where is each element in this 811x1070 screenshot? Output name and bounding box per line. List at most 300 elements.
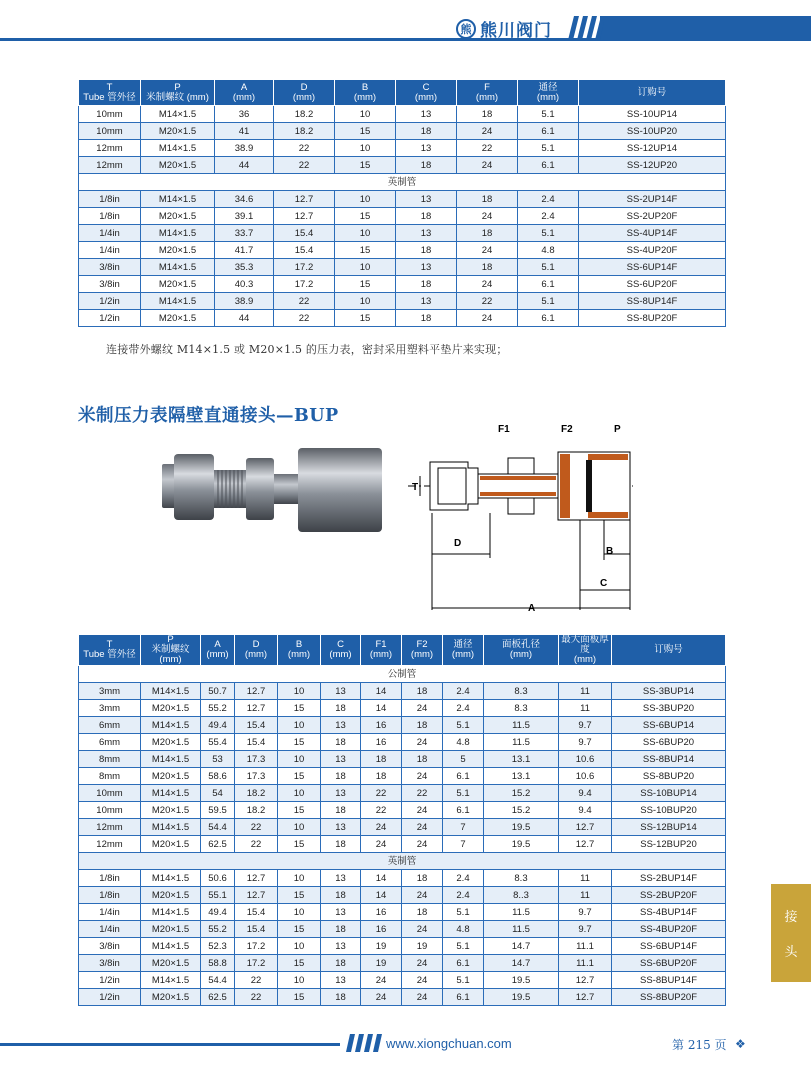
table-cell: 3/8in	[79, 259, 141, 276]
table-row	[79, 259, 726, 276]
table-cell: SS-8UP14F	[579, 293, 726, 310]
table-cell: 1/2in	[79, 293, 141, 310]
table-cell: 12.7	[559, 989, 612, 1006]
table-row	[79, 157, 726, 174]
table-cell: 24	[402, 921, 443, 938]
footer-rule	[0, 1043, 340, 1046]
table-cell: 10mm	[79, 106, 141, 123]
table-cell: M14×1.5	[141, 683, 201, 700]
table-cell: 18	[321, 955, 361, 972]
table-cell: M14×1.5	[141, 870, 201, 887]
table-cell: 10	[278, 870, 321, 887]
table-cell: 13	[396, 191, 457, 208]
table-cell: 10.6	[559, 751, 612, 768]
table-cell: M14×1.5	[141, 293, 215, 310]
table-cell: 5.1	[443, 785, 484, 802]
table-cell: 15.4	[235, 904, 278, 921]
table-cell: 22	[235, 836, 278, 853]
table-cell: 18	[396, 242, 457, 259]
table-cell: SS-10BUP20	[612, 802, 726, 819]
table-cell: 15	[278, 955, 321, 972]
table-cell: 19.5	[484, 836, 559, 853]
table-cell: 13	[396, 293, 457, 310]
table-cell: 13	[321, 972, 361, 989]
table-cell: 24	[402, 989, 443, 1006]
label-f1: F1	[498, 424, 510, 435]
table-cell: 22	[457, 293, 518, 310]
table-cell: SS-10BUP14	[612, 785, 726, 802]
table-cell: 18.2	[274, 123, 335, 140]
table-cell: 54.4	[201, 972, 235, 989]
table-cell: 13	[396, 259, 457, 276]
table-cell: 15.4	[274, 225, 335, 242]
table-row	[79, 819, 726, 836]
table-cell: 9.4	[559, 802, 612, 819]
table-cell: 50.6	[201, 870, 235, 887]
table-cell: 10mm	[79, 785, 141, 802]
table-cell: 10	[278, 683, 321, 700]
table-cell: SS-6BUP20F	[612, 955, 726, 972]
table-cell: 18	[321, 700, 361, 717]
table-cell: SS-3BUP20	[612, 700, 726, 717]
table-cell: 18.2	[235, 785, 278, 802]
table-cell: 44	[215, 310, 274, 327]
table-cell: 10	[278, 972, 321, 989]
table-cell: SS-2UP20F	[579, 208, 726, 225]
table-cell: 4.8	[443, 921, 484, 938]
table-cell: 52.3	[201, 938, 235, 955]
table-row	[79, 293, 726, 310]
table-row	[79, 242, 726, 259]
table-cell: 14	[361, 700, 402, 717]
table-cell: 6.1	[518, 157, 579, 174]
table-cell: 5.1	[443, 904, 484, 921]
column-header: A (mm)	[201, 635, 235, 666]
table-cell: 15.2	[484, 785, 559, 802]
table-cell: 59.5	[201, 802, 235, 819]
table-cell: 8mm	[79, 768, 141, 785]
table-cell: 8.3	[484, 870, 559, 887]
table-cell: 54.4	[201, 819, 235, 836]
table-cell: 5	[443, 751, 484, 768]
column-header: 通径 (mm)	[518, 80, 579, 106]
table-row	[79, 904, 726, 921]
table-cell: 17.3	[235, 768, 278, 785]
table-cell: 2.4	[443, 683, 484, 700]
table-cell: M14×1.5	[141, 259, 215, 276]
table-cell: M14×1.5	[141, 972, 201, 989]
table-cell: 12.7	[235, 870, 278, 887]
table-cell: 1/2in	[79, 972, 141, 989]
table-cell: 22	[361, 802, 402, 819]
table-cell: 19	[361, 955, 402, 972]
table-cell: SS-6UP20F	[579, 276, 726, 293]
table-cell: 5.1	[518, 106, 579, 123]
table-cell: M20×1.5	[141, 157, 215, 174]
table-cell: 5.1	[518, 140, 579, 157]
table-cell: 6.1	[443, 955, 484, 972]
table-cell: M14×1.5	[141, 225, 215, 242]
table-row	[79, 836, 726, 853]
table-cell: M14×1.5	[141, 938, 201, 955]
table-cell: SS-12UP14	[579, 140, 726, 157]
label-p: P	[614, 424, 621, 435]
category-side-tab[interactable]	[771, 884, 811, 982]
table-cell: 12.7	[235, 700, 278, 717]
usage-note: 连接带外螺纹 M14×1.5 或 M20×1.5 的压力表，密封采用塑料平垫片来实现；	[106, 343, 508, 356]
table-cell: 9.7	[559, 921, 612, 938]
table-cell: 8..3	[484, 887, 559, 904]
table-cell: 16	[361, 717, 402, 734]
table-cell: 13	[321, 751, 361, 768]
table-cell: 8.3	[484, 683, 559, 700]
table-cell: 62.5	[201, 836, 235, 853]
table-cell: 8.3	[484, 700, 559, 717]
table-cell: 5.1	[443, 938, 484, 955]
table-row	[79, 921, 726, 938]
table-cell: SS-10UP20	[579, 123, 726, 140]
section-row	[79, 853, 726, 870]
table-cell: 18	[402, 904, 443, 921]
column-header: C (mm)	[396, 80, 457, 106]
table-cell: 14	[361, 683, 402, 700]
table-cell: SS-8BUP20F	[612, 989, 726, 1006]
table-cell: 22	[274, 293, 335, 310]
table-cell: 12mm	[79, 819, 141, 836]
column-header: B (mm)	[335, 80, 396, 106]
table-cell: 18	[321, 802, 361, 819]
table-cell: SS-4BUP20F	[612, 921, 726, 938]
table-cell: SS-8UP20F	[579, 310, 726, 327]
fitting-photo	[160, 440, 385, 540]
table-cell: 9.4	[559, 785, 612, 802]
table-cell: 12mm	[79, 836, 141, 853]
table-cell: 22	[274, 140, 335, 157]
table-row	[79, 751, 726, 768]
table-cell: 15	[278, 989, 321, 1006]
dimension-drawing	[408, 418, 638, 618]
table-cell: 16	[361, 921, 402, 938]
table-cell: 6.1	[518, 123, 579, 140]
column-header: P 米制螺纹 (mm)	[141, 80, 215, 106]
table-cell: 39.1	[215, 208, 274, 225]
up-spec-table	[78, 79, 726, 327]
table-cell: 55.1	[201, 887, 235, 904]
table-cell: 16	[361, 734, 402, 751]
table-cell: 13	[396, 106, 457, 123]
table-cell: 6.1	[443, 802, 484, 819]
table-cell: 2.4	[518, 208, 579, 225]
table-cell: 50.7	[201, 683, 235, 700]
table-row	[79, 802, 726, 819]
column-header: T Tube 管外径	[79, 80, 141, 106]
table-cell: 18	[457, 225, 518, 242]
table-cell: 24	[361, 989, 402, 1006]
table-cell: 18	[402, 683, 443, 700]
table-row	[79, 870, 726, 887]
table-row	[79, 123, 726, 140]
table-cell: 10mm	[79, 802, 141, 819]
table-cell: 44	[215, 157, 274, 174]
table-cell: 4.8	[518, 242, 579, 259]
table-cell: 6.1	[443, 989, 484, 1006]
table-cell: 12.7	[274, 191, 335, 208]
label-d: D	[454, 538, 462, 549]
table-row	[79, 225, 726, 242]
table-cell: 22	[457, 140, 518, 157]
table-cell: 5.1	[518, 259, 579, 276]
table-row	[79, 972, 726, 989]
table-cell: 3mm	[79, 700, 141, 717]
section-label: 公制管	[79, 666, 726, 683]
section-label: 英制管	[79, 853, 726, 870]
table-cell: 41.7	[215, 242, 274, 259]
column-header: 面板孔径 (mm)	[484, 635, 559, 666]
table-cell: 15	[278, 921, 321, 938]
table-cell: 14.7	[484, 955, 559, 972]
table-row	[79, 140, 726, 157]
label-b: B	[606, 546, 614, 557]
table-row	[79, 106, 726, 123]
table-cell: 10	[278, 717, 321, 734]
table-cell: 24	[457, 242, 518, 259]
table-cell: 3/8in	[79, 955, 141, 972]
table-cell: M20×1.5	[141, 989, 201, 1006]
table-cell: 1/4in	[79, 225, 141, 242]
table-row	[79, 887, 726, 904]
table-cell: 24	[361, 836, 402, 853]
table-cell: 15	[278, 802, 321, 819]
table-cell: 6mm	[79, 734, 141, 751]
table-cell: 11.1	[559, 955, 612, 972]
table-cell: 15.2	[484, 802, 559, 819]
table-cell: M20×1.5	[141, 123, 215, 140]
table-cell: 12mm	[79, 140, 141, 157]
table-cell: M20×1.5	[141, 802, 201, 819]
table-cell: SS-2BUP20F	[612, 887, 726, 904]
table-cell: 22	[235, 989, 278, 1006]
table-cell: 10.6	[559, 768, 612, 785]
table-cell: SS-12UP20	[579, 157, 726, 174]
table-cell: 24	[402, 734, 443, 751]
table-cell: 18	[361, 751, 402, 768]
column-header: 订购号	[612, 635, 726, 666]
table-cell: 10	[278, 938, 321, 955]
table-cell: SS-12BUP20	[612, 836, 726, 853]
table-cell: 24	[457, 123, 518, 140]
table-cell: 1/4in	[79, 921, 141, 938]
table-cell: 15.4	[235, 921, 278, 938]
column-header: F2 (mm)	[402, 635, 443, 666]
table-cell: 24	[402, 819, 443, 836]
table-cell: 49.4	[201, 904, 235, 921]
table-cell: 24	[402, 836, 443, 853]
table-cell: 55.2	[201, 700, 235, 717]
table-cell: 19.5	[484, 819, 559, 836]
table-cell: M20×1.5	[141, 310, 215, 327]
table-cell: 38.9	[215, 140, 274, 157]
section-row	[79, 666, 726, 683]
table-cell: SS-3BUP14	[612, 683, 726, 700]
table-cell: 1/2in	[79, 310, 141, 327]
table-cell: 12mm	[79, 157, 141, 174]
table-cell: M14×1.5	[141, 717, 201, 734]
table-cell: 10	[335, 293, 396, 310]
table-cell: 15.4	[235, 734, 278, 751]
table-cell: 24	[402, 700, 443, 717]
table-cell: M20×1.5	[141, 836, 201, 853]
table-cell: 1/8in	[79, 887, 141, 904]
table-row	[79, 683, 726, 700]
table-cell: 1/8in	[79, 191, 141, 208]
table-cell: 15	[335, 208, 396, 225]
column-header: D (mm)	[235, 635, 278, 666]
table-cell: 18	[402, 870, 443, 887]
header-stripes-icon	[568, 16, 604, 40]
table-cell: SS-8BUP14F	[612, 972, 726, 989]
table-cell: 34.6	[215, 191, 274, 208]
table-cell: SS-6UP14F	[579, 259, 726, 276]
column-header: T Tube 管外径	[79, 635, 141, 666]
table-cell: 14	[361, 870, 402, 887]
table-cell: 7	[443, 836, 484, 853]
table-cell: SS-12BUP14	[612, 819, 726, 836]
table-cell: 9.7	[559, 717, 612, 734]
table-cell: 11.1	[559, 938, 612, 955]
table-cell: M14×1.5	[141, 904, 201, 921]
table-cell: 12.7	[559, 836, 612, 853]
table-cell: 15	[278, 836, 321, 853]
table-cell: 18	[361, 768, 402, 785]
table-cell: 24	[402, 955, 443, 972]
table-cell: 24	[457, 208, 518, 225]
table-cell: 5.1	[518, 225, 579, 242]
column-header: B (mm)	[278, 635, 321, 666]
paw-icon: ❖	[735, 1037, 746, 1051]
table-cell: 18.2	[274, 106, 335, 123]
table-cell: 7	[443, 819, 484, 836]
table-cell: 12.7	[235, 683, 278, 700]
table-row	[79, 955, 726, 972]
bear-logo-icon: 熊	[456, 19, 476, 39]
table-cell: SS-6BUP20	[612, 734, 726, 751]
table-cell: 33.7	[215, 225, 274, 242]
table-cell: 18	[396, 276, 457, 293]
table-cell: 4.8	[443, 734, 484, 751]
table-cell: 15	[335, 123, 396, 140]
table-cell: 13	[396, 140, 457, 157]
table-cell: 17.2	[274, 276, 335, 293]
table-cell: 1/2in	[79, 989, 141, 1006]
table-cell: 2.4	[443, 700, 484, 717]
table-cell: 10	[335, 106, 396, 123]
table-cell: 15	[335, 157, 396, 174]
table-cell: SS-8BUP20	[612, 768, 726, 785]
table-cell: 11	[559, 887, 612, 904]
table-cell: 22	[274, 310, 335, 327]
table-cell: 14.7	[484, 938, 559, 955]
table-cell: 10	[278, 819, 321, 836]
table-row	[79, 785, 726, 802]
label-f2: F2	[561, 424, 573, 435]
table-cell: M20×1.5	[141, 208, 215, 225]
table-cell: 22	[402, 785, 443, 802]
table-cell: 6.1	[443, 768, 484, 785]
table-cell: 1/8in	[79, 870, 141, 887]
table-cell: 13	[321, 870, 361, 887]
column-header: P 米制螺纹 (mm)	[141, 635, 201, 666]
table-cell: 9.7	[559, 904, 612, 921]
table-cell: 55.4	[201, 734, 235, 751]
table-cell: 8mm	[79, 751, 141, 768]
website-link[interactable]: www.xiongchuan.com	[386, 1036, 512, 1051]
table-cell: 22	[235, 819, 278, 836]
table-cell: 10	[278, 904, 321, 921]
table-row	[79, 310, 726, 327]
table-cell: SS-4BUP14F	[612, 904, 726, 921]
table-row	[79, 734, 726, 751]
table-cell: 17.2	[274, 259, 335, 276]
table-cell: 18	[402, 751, 443, 768]
table-cell: SS-10UP14	[579, 106, 726, 123]
column-header: A (mm)	[215, 80, 274, 106]
table-cell: SS-6BUP14F	[612, 938, 726, 955]
table-cell: 11.5	[484, 904, 559, 921]
table-cell: M20×1.5	[141, 955, 201, 972]
table-cell: 18	[396, 208, 457, 225]
column-header: 订购号	[579, 80, 726, 106]
table-cell: M14×1.5	[141, 191, 215, 208]
table-cell: 19.5	[484, 972, 559, 989]
label-t: T	[412, 482, 419, 493]
table-row	[79, 276, 726, 293]
table-cell: 2.4	[443, 870, 484, 887]
table-cell: 11	[559, 700, 612, 717]
table-cell: SS-8BUP14	[612, 751, 726, 768]
table-cell: 3/8in	[79, 276, 141, 293]
table-cell: 18	[321, 836, 361, 853]
table-cell: 1/4in	[79, 904, 141, 921]
table-cell: 35.3	[215, 259, 274, 276]
table-cell: 15.4	[274, 242, 335, 259]
table-cell: 24	[361, 819, 402, 836]
label-a: A	[528, 603, 536, 614]
table-cell: 15	[335, 242, 396, 259]
table-cell: 24	[402, 887, 443, 904]
table-cell: 13	[321, 785, 361, 802]
table-cell: 54	[201, 785, 235, 802]
table-cell: M14×1.5	[141, 140, 215, 157]
brand-name: 熊川阀门	[480, 21, 552, 41]
column-header: D (mm)	[274, 80, 335, 106]
table-cell: 19.5	[484, 989, 559, 1006]
table-cell: 10	[335, 259, 396, 276]
table-cell: 15	[278, 700, 321, 717]
table-cell: 18	[402, 717, 443, 734]
table-cell: M20×1.5	[141, 242, 215, 259]
table-cell: 13.1	[484, 751, 559, 768]
table-cell: 24	[402, 802, 443, 819]
table-cell: 62.5	[201, 989, 235, 1006]
table-cell: 22	[274, 157, 335, 174]
table-cell: 1/4in	[79, 242, 141, 259]
table-cell: 5.1	[443, 972, 484, 989]
table-row	[79, 717, 726, 734]
table-cell: 13	[321, 717, 361, 734]
section-title: 米制压力表隔壁直通接头—BUP	[78, 406, 339, 426]
table-cell: 11	[559, 870, 612, 887]
table-cell: 18	[457, 259, 518, 276]
